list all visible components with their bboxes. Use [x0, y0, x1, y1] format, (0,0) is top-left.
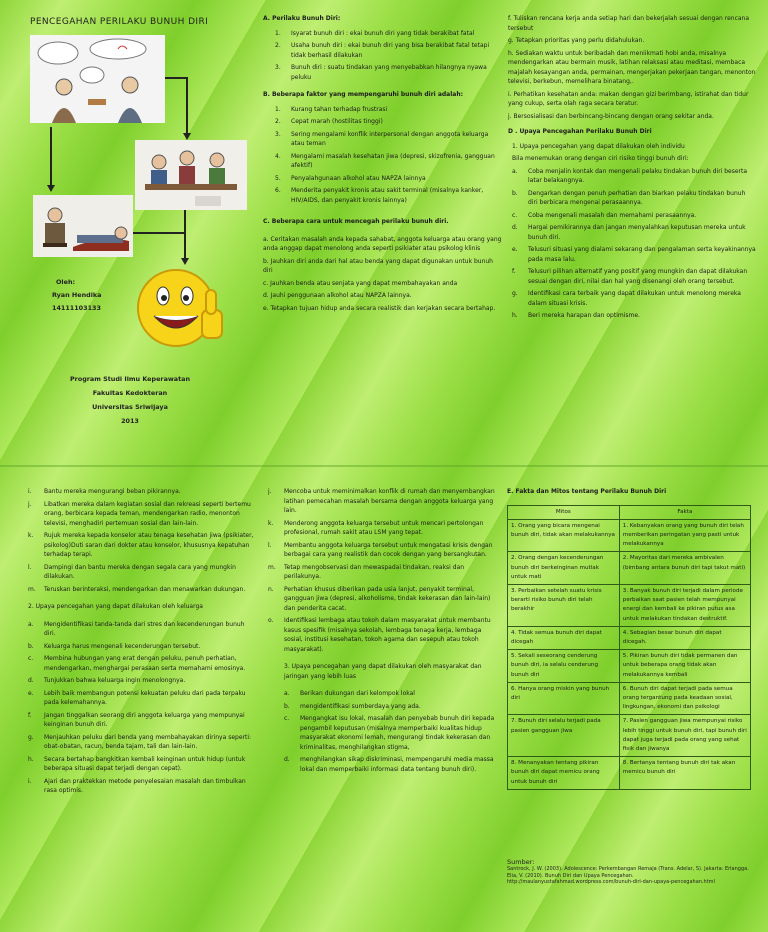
section-e-heading: E. Fakta dan Mitos tentang Perilaku Bunuh Diri	[507, 488, 667, 495]
list-item: c. Mengangkat isu lokal, masalah dan penyebab bunuh diri kepada pengambil keputusan (misalnya memperbaiki kualitas hidup masyarakat ekonomi lemah, mengurangi tindak kekerasan dan kriminalitas, menghilangkan stigma,	[284, 715, 495, 751]
group-meeting-illustration	[135, 140, 247, 210]
panel-3	[508, 14, 756, 324]
column-header-fact: Fakta	[619, 505, 750, 519]
table-row: 7. Bunuh diri selalu terjadi pada pasien gangguan jiwa 7. Pasien gangguan jiwa mempunyai risiko lebih tinggi untuk bunuh diri, tapi bunuh diri dapat juga terjadi pada orang yang sehat fisik dan jiwanya	[508, 715, 751, 757]
list-item: a. Berikan dukungan dari kelompok lokal	[284, 690, 415, 697]
fold-divider	[0, 465, 768, 467]
flow-arrow-line-right	[186, 77, 188, 135]
table-row: 4. Tidak semua bunuh diri dapat dicegah 4. Sebagian besar bunuh diri dapat dicegah.	[508, 626, 751, 649]
flow-arrow-line-bottom	[133, 232, 185, 234]
section-b-heading: B. Beberapa faktor yang mempengaruhi bunuh diri adalah:	[263, 91, 463, 98]
list-item: 3. Bunuh diri : suatu tindakan yang menyebabkan hilangnya nyawa peluku	[275, 64, 487, 81]
smiley-thumbs-up-icon	[130, 262, 230, 352]
list-item: f. Tuliskan rencana kerja anda setiap hari dan bekerjalah sesuai dengan rencana tersebut	[508, 15, 750, 32]
list-item: o. Identifikasi lembaga atau tokoh dalam masyarakat untuk membantu kasus spesifik (misalnya sekolah, lembaga tenaga kerja, lembaga sosial, institusi kesehatan, tokoh agama dan sesepuh atau tokoh masyarakat).	[268, 617, 491, 653]
section-a-heading: A. Perilaku Bunuh Diri:	[263, 15, 341, 22]
list-c-item: b. Jauhkan diri anda dari hal atau benda yang dapat digunakan untuk bunuh diri	[263, 257, 493, 274]
list-item: m. Teruskan berinteraksi, mendengarkan dan menawarkan dukungan.	[28, 585, 246, 593]
panel-6	[507, 487, 757, 790]
column-header-myth: Mitos	[508, 505, 620, 519]
table-row: 6. Hanya orang miskin yang bunuh diri 6. Bunuh diri dapat terjadi pada semua orang tergantung pada keadaan sosial, lingkungan, ekonomi dan psikologi	[508, 682, 751, 715]
list-c-item: e. Tetapkan tujuan hidup anda secara realistik dan kerjakan secara bertahap.	[263, 304, 496, 312]
list-item: 6. Menderita penyakit kronis atau sakit terminal (misalnya kanker, HIV/AIDS, dan penyakit kronis lainnya)	[275, 187, 484, 204]
list-family	[28, 620, 256, 796]
list-b	[263, 105, 503, 206]
list-item: h. Secara bertahap bangkitkan kembali keinginan untuk hidup (untuk beberapa situasi dapat terjadi dengan cepat).	[28, 755, 246, 772]
people-talking-illustration	[30, 35, 165, 123]
subheading-individual: 1. Upaya pencegahan yang dapat dilakukan oleh individu	[512, 142, 685, 150]
list-item: 4. Mengalami masalah kesehatan jiwa (depresi, skizofrenia, gangguan afektif)	[275, 152, 495, 169]
list-item: a. Coba menjalin kontak dan mengenali pelaku tindakan bunuh diri beserta latar belakangnya.	[512, 167, 748, 184]
panel-4	[28, 487, 256, 799]
list-c-item: c. Jauhkan benda atau senjata yang dapat membahayakan anda	[263, 279, 458, 287]
table-row: 2. Orang dengan kecenderungan bunuh diri berkeinginan mutlak untuk mati 2. Mayoritas dari mereka ambivalen (bimbang antara bunuh diri tapi takut mati)	[508, 552, 751, 585]
list-item: j. Mencoba untuk meminimalkan konflik di rumah dan menyembangkan latihan pemecahan masalah bersama dengan anggota keluarga yang lain.	[268, 488, 495, 514]
list-item: c. Coba mengenali masalah dan memahami perasaannya.	[512, 211, 697, 219]
list-item: 1. Isyarat bunuh diri : ekai bunuh diri yang tidak berakibat fatal	[275, 29, 475, 37]
author-name: Ryan Hendika	[52, 291, 102, 299]
list-a	[263, 29, 503, 83]
list-item: 3. Sering mengalami konflik interpersonal dengan anggota keluarga atau teman	[275, 130, 489, 147]
section-d-heading: D . Upaya Pencegahan Perilaku Bunuh Diri	[508, 128, 652, 135]
table-row: 5. Sekali seseorang cenderung bunuh diri, ia selalu cenderung bunuh diri 5. Pikiran bunuh diri tidak permanen dan untuk beberapa orang tidak akan melakukannya kembali	[508, 650, 751, 683]
flow-arrow-line-top	[165, 77, 187, 79]
list-item: b. Keluarga harus mengenali kecenderungan tersebut.	[28, 642, 201, 650]
sources-block	[507, 858, 751, 886]
sources-label: Sumber:	[507, 858, 535, 866]
list-item: j. Libatkan mereka dalam kegiatan sosial dan rekreasi seperti bertemu orang, berbicara kepada teman, mendengarkan radio, menonton televisi, menghadiri pertemuan sosial dan lain-lain.	[28, 500, 251, 527]
list-item: n. Perhatian khusus diberikan pada usia lanjut, penyakit terminal, gangguan jiwa (depresi, alkoholisme, tindak kekerasan dan lain-lain) dan penderita cacat.	[268, 585, 491, 612]
list-item: i. Bantu mereka mengurangi beban pikirannya.	[28, 488, 181, 495]
list-individual-cont	[28, 487, 256, 594]
myth-fact-table	[507, 505, 751, 790]
author-label: Oleh:	[56, 278, 76, 286]
list-item: m. Tetap mengobservasi dan mewaspadai tindakan, reaksi dan perilakunya.	[268, 563, 465, 580]
sources-text: Santrock, J. W. (2003). Adolescence: Perkembangan Remaja (Trans. Adelar, S). Jakarta: Erlangga. Elia, V. (2010). Bunuh Diri dan Upaya Pencegahan. http://maulanyustafahmad.wordpress.com/bunuh-diri-dan-upaya-pencegahan.html	[507, 866, 749, 885]
flow-arrow-head-down-icon	[183, 133, 191, 140]
list-item: l. Dampingi dan bantu mereka dengan segala cara yang mungkin dilakukan.	[28, 563, 236, 580]
institution-block	[60, 372, 200, 428]
list-item: f. Telusuri pilihan alternatif yang positif yang mungkin dan dapat dilakukan sesuai dengan diri, nilai dan hal yang disenangi oleh orang tersebut.	[512, 268, 748, 285]
list-item: d. Hargai pemikirannya dan jangan menyalahkan keputusan mereka untuk bunuh diri.	[512, 224, 746, 241]
list-item: i. Ajari dan praktekkan metode penyelesaian masalah dan timbulkan rasa optimis.	[28, 777, 246, 794]
list-family-cont	[268, 487, 502, 654]
flow-arrow-line-down	[184, 210, 186, 260]
list-item: g. Identifikasi cara terbaik yang dapat dilakukan untuk menolong mereka dalam situasi krisis.	[512, 290, 741, 307]
list-item: e. Lebih baik membangun potensi kekuatan peluku dari pada terpaku pada kelemahannya.	[28, 689, 246, 706]
table-row: 3. Perbaikan setelah suatu krisis berarti risiko bunuh diri telah berakhir 3. Banyak bunuh diri terjadi dalam periode perbaikan saat pasien telah mempunyai energi dan kembali ke pikiran putus asa untuk melakukan tindakan destruktif.	[508, 584, 751, 626]
table-row: 8. Menanyakan tentang pikiran bunuh diri dapat memicu orang untuk bunuh diri 8. Bertanya tentang bunuh diri tak akan memicu bunuh diri	[508, 757, 751, 790]
list-c-item: d. Jauhi penggunaan alkohol atau NAPZA lainnya.	[263, 292, 412, 299]
table-row: 1. Orang yang bicara mengenai bunuh diri, tidak akan melakukannya 1. Kebanyakan orang yang bunuh diri telah memberikan peringatan yang pasti untuk melakukannya	[508, 519, 751, 552]
faculty-name: Fakultas Kedokteran	[92, 389, 168, 397]
list-item: b. mengidentifikasi sumberdaya yang ada.	[284, 702, 421, 710]
table-header-row	[508, 505, 751, 519]
list-item: k. Rujuk mereka kepada konselor atau tenaga kesehatan jiwa (psikiater, psikolog)Duti saran dari dokter atau konselor, khususnya kepatuhan terhadap terapi.	[28, 532, 254, 558]
list-item: f. Jangan tinggalkan seorang diri anggota keluarga yang mempunyai keinginan bunuh diri.	[28, 711, 245, 728]
brochure-title: PENCEGAHAN PERILAKU BUNUH DIRI	[30, 17, 209, 27]
list-item: 2. Usaha bunuh diri : ekai bunuh diri yang bisa berakibat fatal tetapi tidak berhasil dilakukan	[275, 42, 490, 59]
list-item: a. Mengidentifikasi tanda-tanda dari stres dan kecenderungan bunuh diri.	[28, 620, 245, 637]
author-id: 14111103133	[52, 304, 101, 312]
list-item: c. Membina hubungan yang erat dengan peluku, penuh perhatian, mendengarkan, menghargai perasaan serta memahami emosinya.	[28, 655, 246, 672]
list-d	[508, 167, 756, 321]
list-item: l. Membantu anggota keluarga tersebut untuk mengatasi krisis dengan berbagai cara yang realistik dan cocok dengan yang bersangkutan.	[268, 541, 493, 558]
publication-year: 2013	[121, 417, 139, 425]
panel-5	[268, 487, 502, 777]
section-c-heading: C. Beberapa cara untuk mencegah perilaku bunuh diri.	[263, 218, 449, 225]
list-c-item: a. Ceritakan masalah anda kepada sahabat, anggota keluarga atau orang yang anda anggap dapat menolong anda seperti psikiater atau psikolog klinis	[263, 235, 502, 252]
list-item: d. Tunjukkan bahwa keluarga ingin menolongnya.	[28, 677, 186, 684]
list-item: k. Menderong anggota keluarga tersebut untuk mencari pertolongan profesional, rumah sakit atau LSM yang tepat.	[268, 519, 484, 536]
list-community	[268, 689, 502, 774]
list-item: 1. Kurang tahan terhadap frustrasi	[275, 105, 388, 113]
subheading-family: 2. Upaya pencegahan yang dapat dilakukan oleh keluarga	[28, 603, 203, 610]
flow-arrow-line-left	[50, 127, 52, 187]
list-item: h. Beri mereka harapan dan optimisme.	[512, 312, 640, 319]
flow-arrow-head-left-icon	[47, 185, 55, 192]
list-item: d. menghilangkan sikap diskriminasi, mempengaruhi media massa lokal dan memperbaiki informasi data tentang bunuh diri).	[284, 756, 494, 773]
list-item: 5. Penyalahgunaan alkohol atau NAPZA lainnya	[275, 174, 426, 182]
intro-text: Bila menemukan orang dengan ciri risiko tinggi bunuh diri:	[512, 155, 689, 162]
program-name: Program Studi Ilmu Keperawatan	[69, 375, 191, 383]
list-item: j. Bersosialisasi dan berbincang-bincang dengan orang sekitar anda.	[508, 112, 714, 120]
author-block	[52, 276, 101, 315]
list-item: b. Dengarkan dengan penuh perhatian dan biarkan pelaku tindakan bunuh diri berbicara mengenai perasaannya.	[512, 189, 746, 206]
therapy-session-illustration	[33, 195, 133, 257]
university-name: Universitas Sriwijaya	[92, 403, 168, 411]
list-item: g. Menjauhkan peluku dari benda yang membahayakan dirinya seperti: obat-obatan, racun, benda tajam, tali dan lain-lain.	[28, 733, 252, 750]
list-item: h. Sediakan waktu untuk beribadah dan meniikmati hobi anda, misalnya mendengarkan atau bermain musik, latihan relaksasi atau meditasi, membaca majalah kesayangan anda, permainan, mengerjakan pekerjaan tangan, menonton televisi, berkebun, memelihara binatang,.	[508, 49, 756, 85]
subheading-community: 3. Upaya pencegahan yang dapat dilakukan oleh masyarakat dan jaringan yang lebih luas	[284, 663, 482, 680]
list-item: g. Tetapkan prioritas yang perlu didahulukan.	[508, 37, 645, 44]
panel-2	[263, 14, 503, 316]
list-item: 2. Cepat marah (hostilitas tinggi)	[275, 118, 383, 125]
list-item: e. Telusuri situasi yang dialami sekarang dan pengalaman serta keyakinannya pada masa lalu.	[512, 246, 756, 263]
list-item: i. Perhatikan kesehatan anda: makan dengan gizi berimbang, istirahat dan tidur yang cukup, serta olah raga secara teratur.	[508, 90, 749, 107]
